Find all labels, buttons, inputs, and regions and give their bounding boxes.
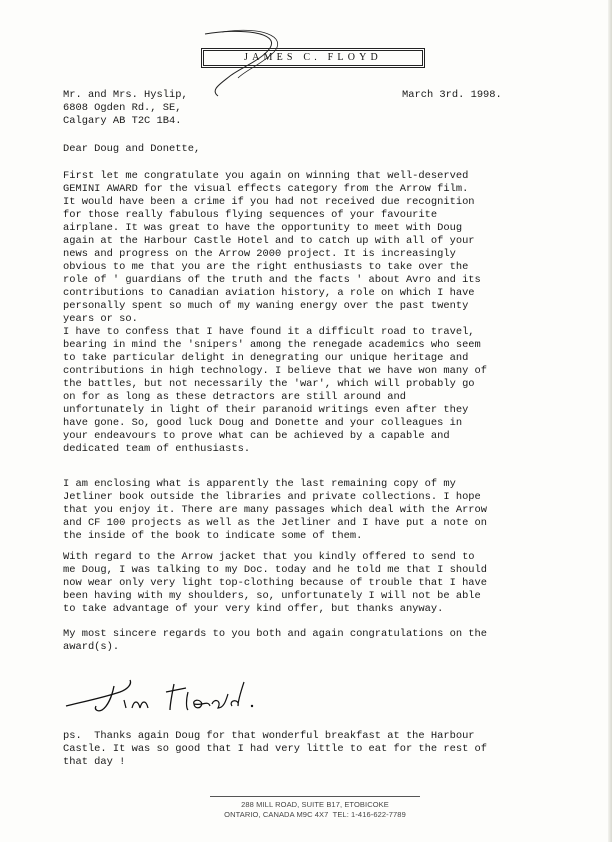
text-line: bearing in mind the 'snipers' among the renegade academics who seem (63, 339, 481, 351)
text-line: Castle. It was so good that I had very little to eat for the rest of (63, 743, 488, 755)
text-line: to take advantage of your very kind offer, but thanks anyway. (63, 603, 444, 615)
text-line: My most sincere regards to you both and again congratulations on the (63, 628, 488, 640)
text-line: ps. Thanks again Doug for that wonderful breakfast at the Harbour (63, 730, 475, 742)
page-edge-shadow (608, 0, 612, 842)
paragraph-closing (63, 628, 563, 654)
footer-divider (210, 796, 420, 797)
text-line: for those really fabulous flying sequences of your favourite (63, 209, 438, 221)
recipient-line: Calgary AB T2C 1B4. (63, 115, 182, 127)
handwritten-signature (62, 670, 272, 720)
text-line: First let me congratulate you again on winning that well-deserved (63, 170, 469, 182)
text-line: on for as long as these detractors are still around and (63, 391, 406, 403)
letterhead-name: JAMES C. FLOYD (244, 52, 382, 63)
text-line: I am enclosing what is apparently the last remaining copy of my (63, 478, 456, 490)
text-line: airplane. It was great to have the opportunity to meet with Doug (63, 222, 463, 234)
salutation: Dear Doug and Donette, (63, 143, 201, 155)
text-line: With regard to the Arrow jacket that you kindly offered to send to (63, 551, 475, 563)
text-line: I have to confess that I have found it a difficult road to travel, (63, 326, 475, 338)
footer-address-line: ONTARIO, CANADA M9C 4X7 TEL: 1-416-622-7789 (224, 810, 406, 819)
text-line: the battles, but not necessarily the 'war', which will probably go (63, 378, 475, 390)
text-line: that you enjoy it. There are many passages which deal with the Arrow (63, 504, 488, 516)
text-line: news and progress on the Arrow 2000 project. It is increasingly (63, 248, 456, 260)
text-line: the inside of the book to indicate some of them. (63, 530, 363, 542)
text-line: award(s). (63, 641, 120, 653)
text-line: personally spent so much of my waning energy over the past twenty (63, 300, 469, 312)
text-line: GEMINI AWARD for the visual effects category from the Arrow film. (63, 183, 469, 195)
text-line: your endeavours to prove what can be achieved by a capable and (63, 430, 450, 442)
paragraph-jetliner-book (63, 478, 563, 543)
postscript (63, 730, 563, 769)
text-line: to take particular delight in denegrating our unique heritage and (63, 352, 469, 364)
text-line: dedicated team of enthusiasts. (63, 443, 251, 455)
text-line: Jetliner book outside the libraries and private collections. I hope (63, 491, 481, 503)
text-line: and CF 100 projects as well as the Jetliner and I have put a note on (63, 517, 488, 529)
text-line: years or so. (63, 313, 138, 325)
recipient-address (63, 89, 188, 128)
letterhead-footer (180, 800, 450, 820)
text-line: me Doug, I was talking to my Doc. today and he told me that I should (63, 564, 488, 576)
letter-date: March 3rd. 1998. (402, 89, 502, 101)
letterhead-swoosh-logo (200, 26, 290, 106)
text-line: have gone. So, good luck Doug and Donette and your colleagues in (63, 417, 463, 429)
paragraph-confession (63, 326, 563, 456)
text-line: unfortunately in light of their paranoid writings even after they (63, 404, 469, 416)
paragraph-arrow-jacket (63, 551, 563, 616)
text-line: contributions to Canadian aviation history, a role on which I have (63, 287, 475, 299)
text-line: role of ' guardians of the truth and the facts ' about Avro and its (63, 274, 481, 286)
footer-address-line: 288 MILL ROAD, SUITE B17, ETOBICOKE (241, 800, 389, 809)
text-line: obvious to me that you are the right enthusiasts to take over the (63, 261, 469, 273)
text-line: now wear only very light top-clothing because of trouble that I have (63, 577, 488, 589)
recipient-line: Mr. and Mrs. Hyslip, (63, 89, 188, 101)
paragraph-congratulations (63, 170, 563, 326)
text-line: It would have been a crime if you had not received due recognition (63, 196, 475, 208)
text-line: again at the Harbour Castle Hotel and to catch up with all of your (63, 235, 475, 247)
text-line: contributions in high technology. I believe that we have won many of (63, 365, 488, 377)
text-line: that day ! (63, 756, 126, 768)
text-line: been having with my shoulders, so, unfortunately I will not be able (63, 590, 481, 602)
recipient-line: 6808 Ogden Rd., SE, (63, 102, 182, 114)
